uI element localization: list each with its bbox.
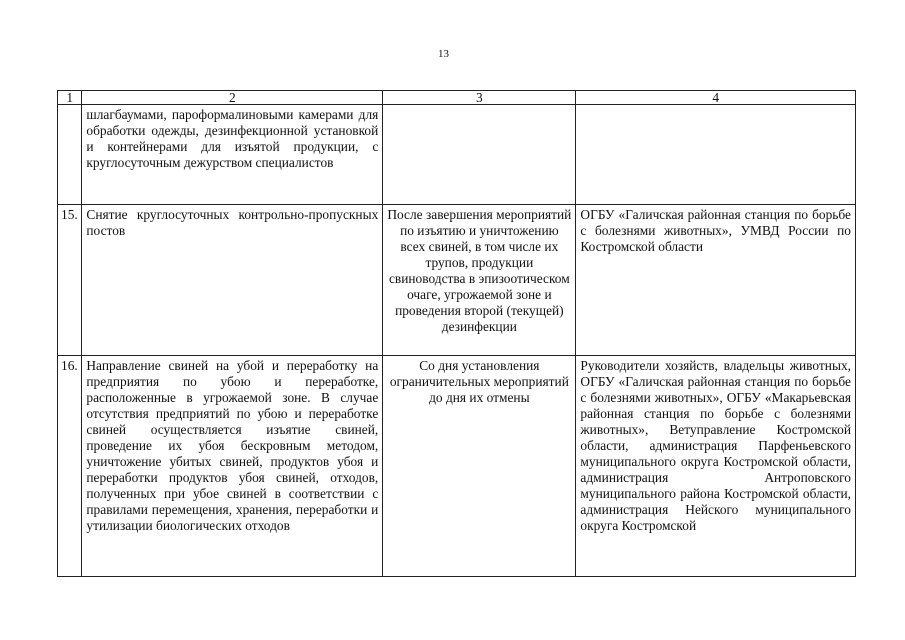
responsible-cell (576, 105, 856, 205)
row-number: 16. (58, 356, 82, 577)
term-cell (383, 105, 576, 205)
header-cell-2: 2 (82, 91, 383, 105)
measure-cell: шлагбаумами, пароформалиновыми камерами для обработки одежды, дезинфекционной установкой и контейнерами для изъятой продукции, с круглосуточным дежурством специалистов (82, 105, 383, 205)
table-row (58, 105, 856, 205)
table-row (58, 356, 856, 577)
row-number (58, 105, 82, 205)
table-row (58, 205, 856, 356)
header-cell-3: 3 (383, 91, 576, 105)
page-number: 13 (438, 48, 449, 60)
measure-cell: Направление свиней на убой и переработку на предприятия по убою и переработке, расположенные в угрожаемой зоне. В случае отсутствия предприятий по убою и переработке свиней осуществляется изъятие свиней, проведение их убоя бескровным методом, уничтожение убитых свиней, продуктов убоя и переработки продуктов убоя свиней, отходов, полученных при убое свиней в соответствии с правилами перемещения, хранения, переработки и утилизации биологических отходов (82, 356, 383, 577)
row-number: 15. (58, 205, 82, 356)
responsible-cell-wrap (576, 356, 856, 577)
table-header-row (58, 91, 856, 105)
term-cell: Со дня установления ограничительных мероприятий до дня их отмены (383, 356, 576, 577)
term-cell: После завершения мероприятий по изъятию и уничтожению всех свиней, в том числе их трупов, продукции свиноводства в эпизоотическом очаге, угрожаемой зоне и проведения второй (текущей) дезинфекции (383, 205, 576, 356)
header-cell-4: 4 (576, 91, 856, 105)
measures-table (57, 90, 856, 577)
header-cell-1: 1 (58, 91, 82, 105)
measure-cell: Снятие круглосуточных контрольно-пропускных постов (82, 205, 383, 356)
responsible-cell: Руководители хозяйств, владельцы животных, ОГБУ «Галичская районная станция по борьбе с болезнями животных», ОГБУ «Макарьевская районная станция по борьбе с болезнями животных», Ветуправление Костромской области, администрация Парфеньевского муниципального округа Костромской области, администрация Антроповского муниципального района Костромской области, администрация Нейского муниципального округа Костромской (580, 358, 851, 533)
responsible-cell: ОГБУ «Галичская районная станция по борьбе с болезнями животных», УМВД России по Костромской области (576, 205, 856, 356)
